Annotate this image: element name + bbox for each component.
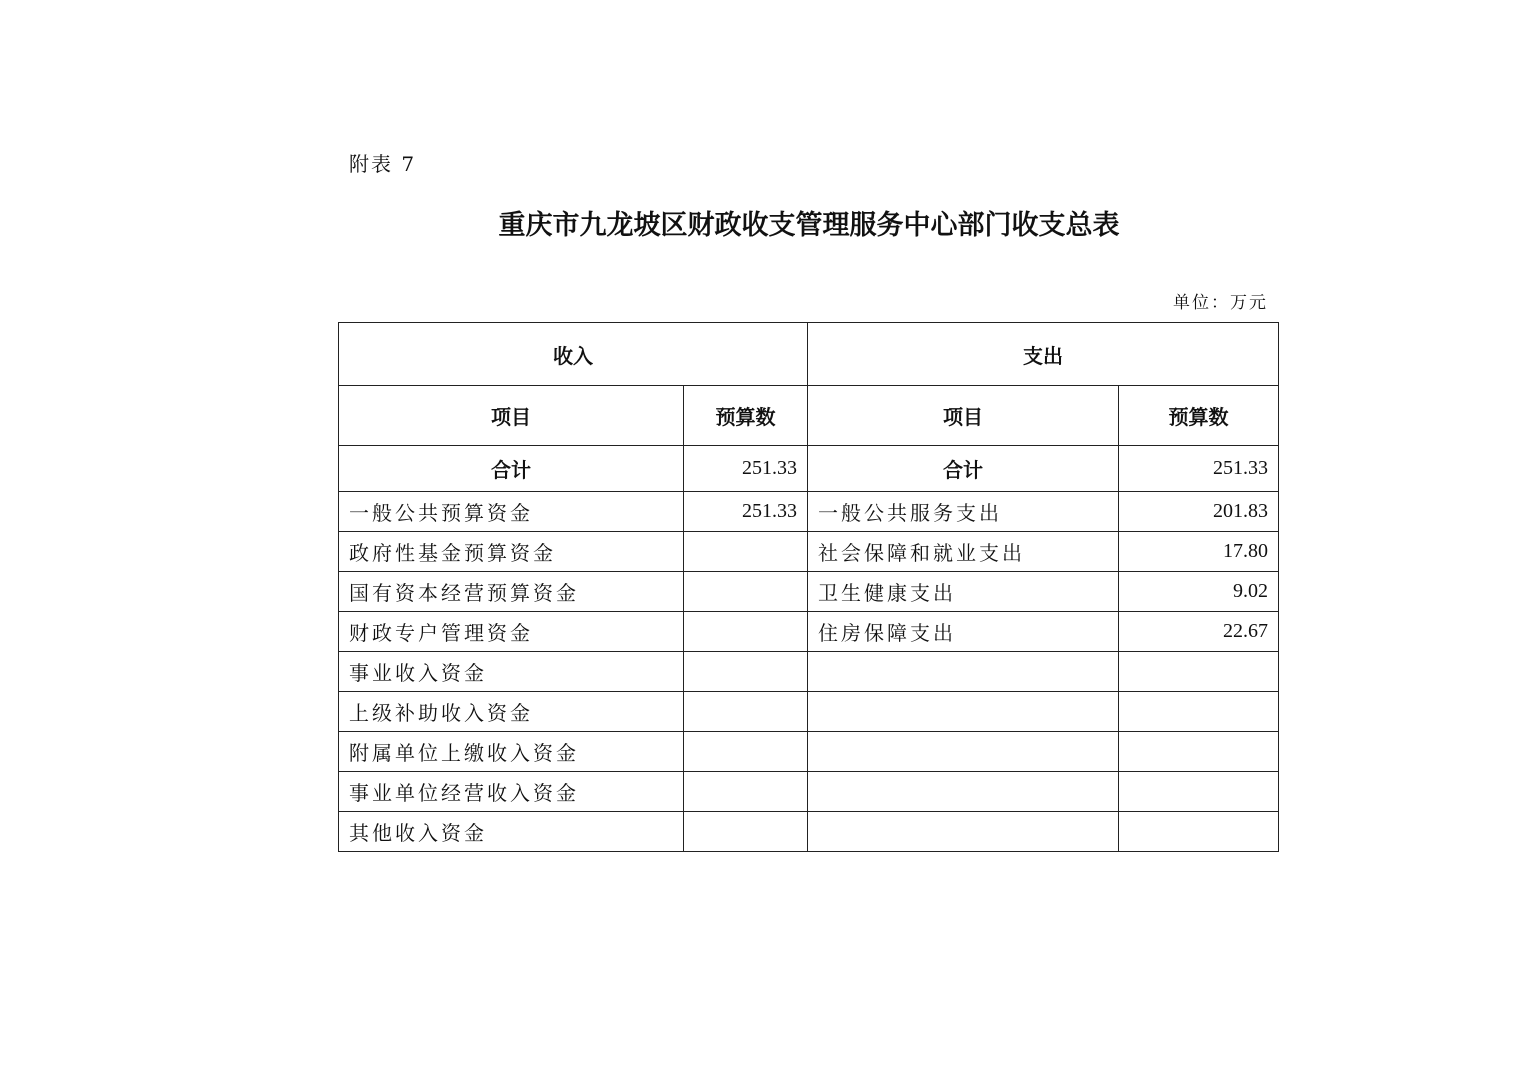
income-value-cell: 251.33 — [684, 492, 808, 532]
income-value-cell — [684, 532, 808, 572]
income-item-cell: 财政专户管理资金 — [339, 612, 684, 652]
table-row — [339, 732, 1279, 772]
table-row — [339, 532, 1279, 572]
table-row — [339, 692, 1279, 732]
expense-header: 支出 — [808, 323, 1279, 386]
expense-item-cell: 社会保障和就业支出 — [808, 532, 1119, 572]
section-header-row — [339, 323, 1279, 386]
table-row — [339, 572, 1279, 612]
income-budget-header: 预算数 — [684, 386, 808, 446]
income-item-cell: 附属单位上缴收入资金 — [339, 732, 684, 772]
attachment-label: 附表 7 — [349, 152, 417, 176]
income-value-cell — [684, 812, 808, 852]
expense-budget-header: 预算数 — [1119, 386, 1279, 446]
income-item-cell: 事业单位经营收入资金 — [339, 772, 684, 812]
expense-value-cell — [1119, 732, 1279, 772]
income-item-cell: 国有资本经营预算资金 — [339, 572, 684, 612]
income-value-cell — [684, 772, 808, 812]
income-item-header: 项目 — [339, 386, 684, 446]
expense-item-cell — [808, 772, 1119, 812]
expense-value-cell: 22.67 — [1119, 612, 1279, 652]
income-value-cell — [684, 652, 808, 692]
table-row — [339, 652, 1279, 692]
expense-total-value: 251.33 — [1119, 446, 1279, 492]
expense-value-cell — [1119, 652, 1279, 692]
income-total-label: 合计 — [339, 446, 684, 492]
income-item-cell: 一般公共预算资金 — [339, 492, 684, 532]
income-header: 收入 — [339, 323, 808, 386]
expense-value-cell — [1119, 772, 1279, 812]
expense-item-cell — [808, 692, 1119, 732]
income-item-cell: 上级补助收入资金 — [339, 692, 684, 732]
income-value-cell — [684, 612, 808, 652]
income-value-cell — [684, 692, 808, 732]
expense-item-cell — [808, 812, 1119, 852]
income-total-value: 251.33 — [684, 446, 808, 492]
expense-value-cell — [1119, 692, 1279, 732]
page-title: 重庆市九龙坡区财政收支管理服务中心部门收支总表 — [498, 210, 1120, 241]
expense-item-header: 项目 — [808, 386, 1119, 446]
expense-item-cell — [808, 652, 1119, 692]
expense-value-cell — [1119, 812, 1279, 852]
budget-table — [338, 322, 1279, 852]
income-item-cell: 事业收入资金 — [339, 652, 684, 692]
expense-item-cell — [808, 732, 1119, 772]
expense-item-cell: 住房保障支出 — [808, 612, 1119, 652]
total-row — [339, 446, 1279, 492]
income-item-cell: 其他收入资金 — [339, 812, 684, 852]
table-row — [339, 772, 1279, 812]
table-row — [339, 812, 1279, 852]
expense-value-cell: 9.02 — [1119, 572, 1279, 612]
expense-item-cell: 卫生健康支出 — [808, 572, 1119, 612]
income-item-cell: 政府性基金预算资金 — [339, 532, 684, 572]
unit-label: 单位：万元 — [1173, 293, 1268, 313]
table-row — [339, 612, 1279, 652]
table-row — [339, 492, 1279, 532]
expense-item-cell: 一般公共服务支出 — [808, 492, 1119, 532]
income-value-cell — [684, 732, 808, 772]
column-header-row — [339, 386, 1279, 446]
expense-value-cell: 17.80 — [1119, 532, 1279, 572]
expense-total-label: 合计 — [808, 446, 1119, 492]
income-value-cell — [684, 572, 808, 612]
expense-value-cell: 201.83 — [1119, 492, 1279, 532]
